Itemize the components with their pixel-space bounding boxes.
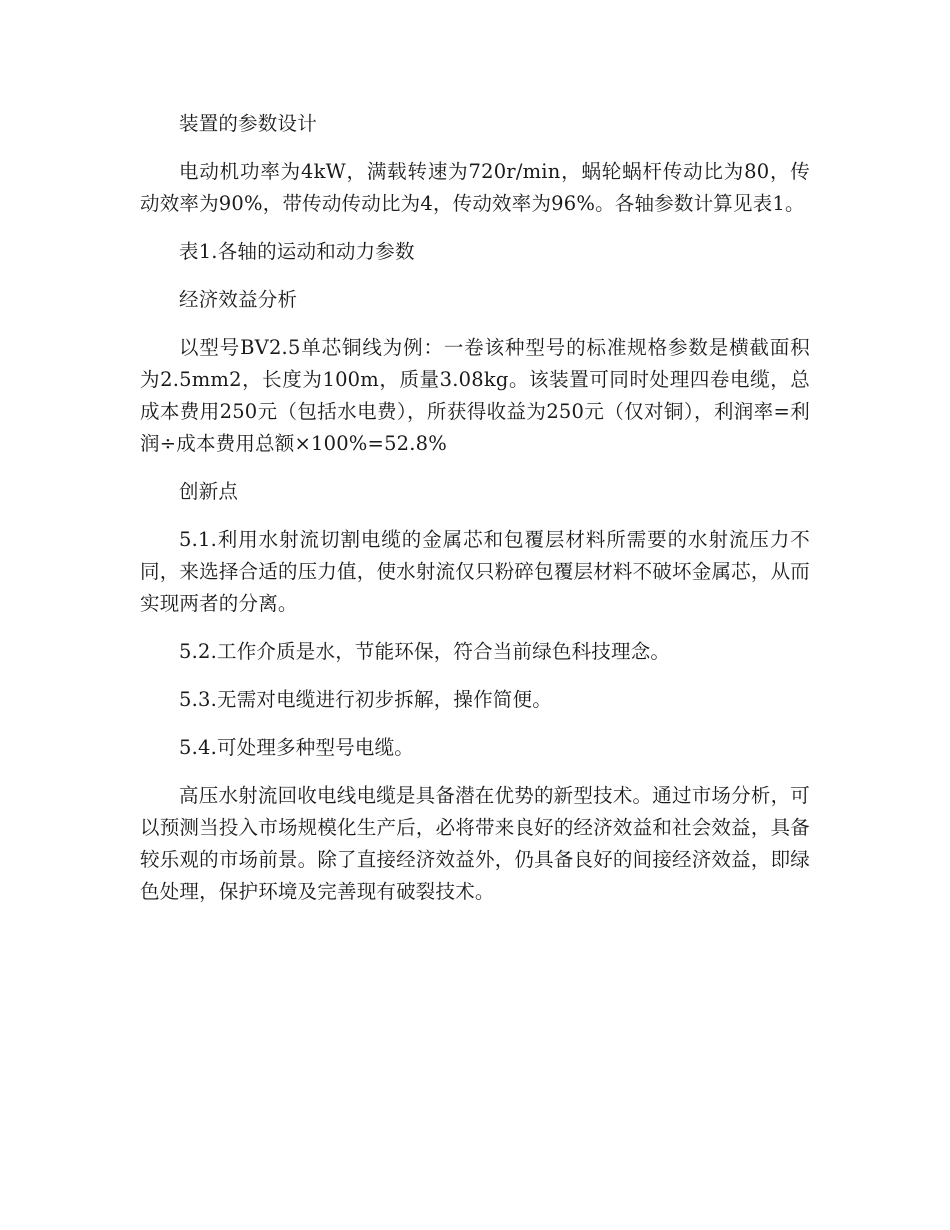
section-heading-economic-analysis: 经济效益分析 (179, 288, 298, 311)
paragraph-motor-parameters: 电动机功率为4kW，满载转速为720r/min，蜗轮蜗杆传动比为80，传动效率为90%，带传动传动比为4，传动效率为96%。各轴参数计算见表1。 (140, 160, 810, 215)
innovation-item-4: 5.4.可处理多种型号电缆。 (179, 736, 415, 759)
table-caption: 表1.各轴的运动和动力参数 (179, 240, 415, 263)
innovation-item-1: 5.1.利用水射流切割电缆的金属芯和包覆层材料所需要的水射流压力不同，来选择合适的压力值，使水射流仅只粉碎包覆层材料不破坏金属芯，从而实现两者的分离。 (140, 528, 810, 615)
section-heading-innovation: 创新点 (179, 480, 239, 503)
paragraph-economic-example: 以型号BV2.5单芯铜线为例：一卷该种型号的标准规格参数是横截面积为2.5mm2，长度为100m，质量3.08kg。该装置可同时处理四卷电缆，总成本费用250元（包括水电费），所获得收益为250元（仅对铜），利润率=利润÷成本费用总额×100%=52.8% (140, 336, 810, 455)
document-body (140, 108, 810, 924)
paragraph-conclusion: 高压水射流回收电线电缆是具备潜在优势的新型技术。通过市场分析，可以预测当投入市场规模化生产后，必将带来良好的经济效益和社会效益，具备较乐观的市场前景。除了直接经济效益外，仍具备良好的间接经济效益，即绿色处理，保护环境及完善现有破裂技术。 (140, 784, 810, 903)
section-heading-parameter-design: 装置的参数设计 (179, 112, 317, 135)
innovation-item-3: 5.3.无需对电缆进行初步拆解，操作简便。 (179, 688, 552, 711)
innovation-item-2: 5.2.工作介质是水，节能环保，符合当前绿色科技理念。 (179, 640, 671, 663)
